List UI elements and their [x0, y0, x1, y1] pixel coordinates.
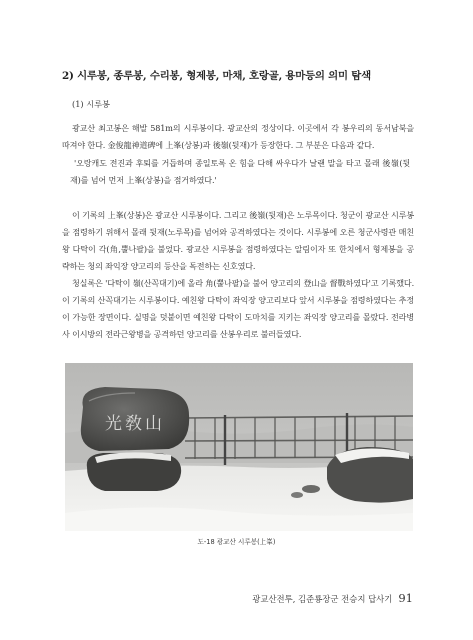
paragraph: [62, 103, 414, 154]
quotation: [70, 155, 410, 189]
figure-caption: 도-18 광교산 시루봉(上峯): [197, 538, 276, 546]
subsection-title: (1) 시루봉: [72, 99, 110, 109]
section-heading: 2) 시루봉, 종루봉, 수리봉, 형제봉, 마채, 호랑골, 용마등의 의미 탐색: [62, 70, 371, 82]
summit-photo: [65, 363, 413, 531]
paragraph: [62, 207, 414, 275]
paragraph: [62, 275, 414, 343]
quotation-text: '오랑캐도 전진과 후퇴를 거듭하며 종일토록 온 힘을 다해 싸우다가 날랜 말을 타고 몰래 後嶺(뒷재)를 넘어 먼저 上峯(상봉)을 점거하였다.': [70, 158, 410, 185]
paragraph-text: 이 기록의 上峯(상봉)은 광교산 시루봉이다. 그리고 後嶺(뒷재)은 노루목이다. 청군이 광교산 시루봉을 점령하기 위해서 몰래 뒷재(노루목)를 넘어와 공격하였다는 것이다. 시루봉에 오른 청군사령관 매친왕 다탁이 각(角,뿔나팔)을 불었다. 광교산 시루봉을 점령하였다는 알림이자 또 한치에서 형제봉을 공략하는 청의 좌익장 양고리의 등산을 독전하는 신호였다.: [62, 210, 414, 271]
page-footer: [252, 591, 413, 605]
footer-book-title: 광교산전투, 김준룡장군 전승지 답사기: [252, 594, 393, 604]
paragraph-text: 광교산 최고봉은 해발 581m의 시루봉이다. 광교산의 정상이다. 이곳에서 각 봉우리의 동서남북을 따져야 한다. 金俊龍神道碑에 上峯(상봉)과 後嶺(뒷재)가 등장한다. 그 부분은 다음과 같다.: [62, 123, 414, 150]
stele-inscription: 光敎山: [105, 414, 165, 434]
page-number: 91: [398, 591, 413, 605]
paragraph-text: 청실록은 '다탁이 嶺(산꼭대기)에 올라 角(뿔나팔)을 불어 양고리의 登山을 督戰하였다'고 기록했다. 이 기록의 산꼭대기는 시루봉이다. 예친왕 다탁이 좌익장 양고리보다 앞서 시루봉을 점령하였다는 추정이 가능한 장면이다. 실명을 덧붙이면 예친왕 다탁이 도마치를 지키는 좌익장 양고리를 몰랐다. 전라병사 이시방의 전라근왕병을 공격하던 양고리를 산봉우리로 불러들였다.: [62, 278, 414, 339]
